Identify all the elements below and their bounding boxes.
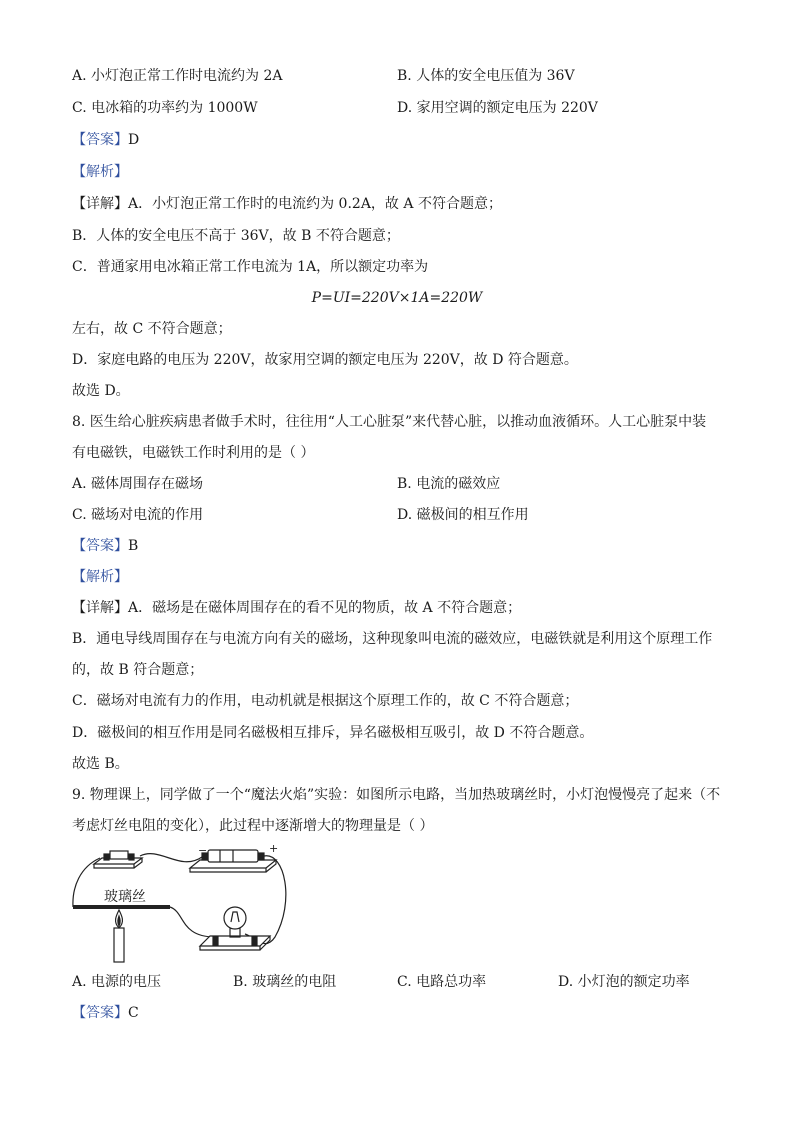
q7-detail-3: C．普通家用电冰箱正常工作电流为 1A，所以额定功率为 (72, 259, 429, 275)
answer-label: 【答案】 (72, 1005, 128, 1021)
q7-detail-6: 故选 D。 (72, 383, 130, 399)
wire-switch-battery (140, 854, 202, 862)
q8-answer (72, 537, 138, 555)
answer-value: B (128, 538, 139, 554)
q8-option-d: D. 磁极间的相互作用 (397, 507, 529, 523)
q9-stem-1: 9. 物理课上，同学做了一个“魔法火焰”实验：如图所示电路，当加热玻璃丝时，小灯泡慢慢亮了起来（不 (72, 787, 721, 803)
glass-label: 玻璃丝 (104, 889, 146, 905)
candle (114, 928, 124, 962)
q7-answer (72, 131, 139, 149)
q9-stem-2: 考虑灯丝电阻的变化），此过程中逐渐增大的物理量是（ ） (72, 818, 434, 834)
q8-detail-5: D．磁极间的相互作用是同名磁极相互排斥，异名磁极相互吸引，故 D 不符合题意。 (72, 725, 594, 741)
q9-answer (72, 1004, 139, 1022)
minus-sign: − (198, 844, 208, 857)
q8-stem-2: 有电磁铁，电磁铁工作时利用的是（ ） (72, 445, 315, 461)
q7-detail-5: D．家庭电路的电压为 220V，故家用空调的额定电压为 220V，故 D 符合题意。 (72, 352, 578, 368)
q8-detail-3: 的，故 B 符合题意； (72, 662, 204, 678)
q8-option-b: B. 电流的磁效应 (397, 476, 501, 492)
wire-switch-glass (73, 858, 100, 907)
answer-label: 【答案】 (72, 132, 128, 148)
q8-detail-1: 【详解】A．磁场是在磁体周围存在的看不见的物质，故 A 不符合题意； (72, 600, 522, 616)
q9-option-b: B. 玻璃丝的电阻 (233, 974, 337, 990)
q8-detail-6: 故选 B。 (72, 756, 129, 772)
q7-formula: P=UI=220V×1A=220W (311, 290, 483, 306)
answer-value: C (128, 1005, 139, 1021)
q7-option-b: B. 人体的安全电压值为 36V (397, 68, 575, 84)
q8-option-a: A. 磁体周围存在磁场 (72, 476, 204, 492)
q8-analysis-label: 【解析】 (72, 569, 128, 585)
q8-detail-2: B．通电导线周围存在与电流方向有关的磁场，这种现象叫电流的磁效应，电磁铁就是利用这个原理工作 (72, 631, 713, 647)
bulb (224, 907, 246, 929)
q8-detail-4: C．磁场对电流有力的作用，电动机就是根据这个原理工作的，故 C 不符合题意； (72, 693, 579, 709)
switch-handle (110, 851, 128, 859)
q7-option-a: A. 小灯泡正常工作时电流约为 2A (72, 68, 283, 84)
q9-option-d: D. 小灯泡的额定功率 (558, 974, 690, 990)
q9-option-c: C. 电路总功率 (397, 974, 487, 990)
q7-detail-4: 左右，故 C 不符合题意； (72, 321, 232, 337)
q8-stem-1: 8. 医生给心脏疾病患者做手术时，往往用“人工心脏泵”来代替心脏，以推动血液循环。人工心脏泵中装 (72, 414, 707, 430)
q7-option-d: D. 家用空调的额定电压为 220V (397, 100, 598, 116)
answer-label: 【答案】 (72, 538, 128, 554)
circuit-figure (70, 842, 310, 967)
q7-option-c: C. 电冰箱的功率约为 1000W (72, 100, 258, 116)
answer-value: D (128, 132, 140, 148)
q7-detail-1: 【详解】A．小灯泡正常工作时的电流约为 0.2A，故 A 不符合题意； (72, 196, 502, 212)
q7-analysis-label: 【解析】 (72, 164, 128, 180)
q8-option-c: C. 磁场对电流的作用 (72, 507, 204, 523)
q7-detail-2: B．人体的安全电压不高于 36V，故 B 不符合题意； (72, 228, 400, 244)
q9-option-a: A. 电源的电压 (72, 974, 162, 990)
plus-sign: + (269, 842, 279, 855)
wire-glass-bulb (170, 907, 215, 937)
